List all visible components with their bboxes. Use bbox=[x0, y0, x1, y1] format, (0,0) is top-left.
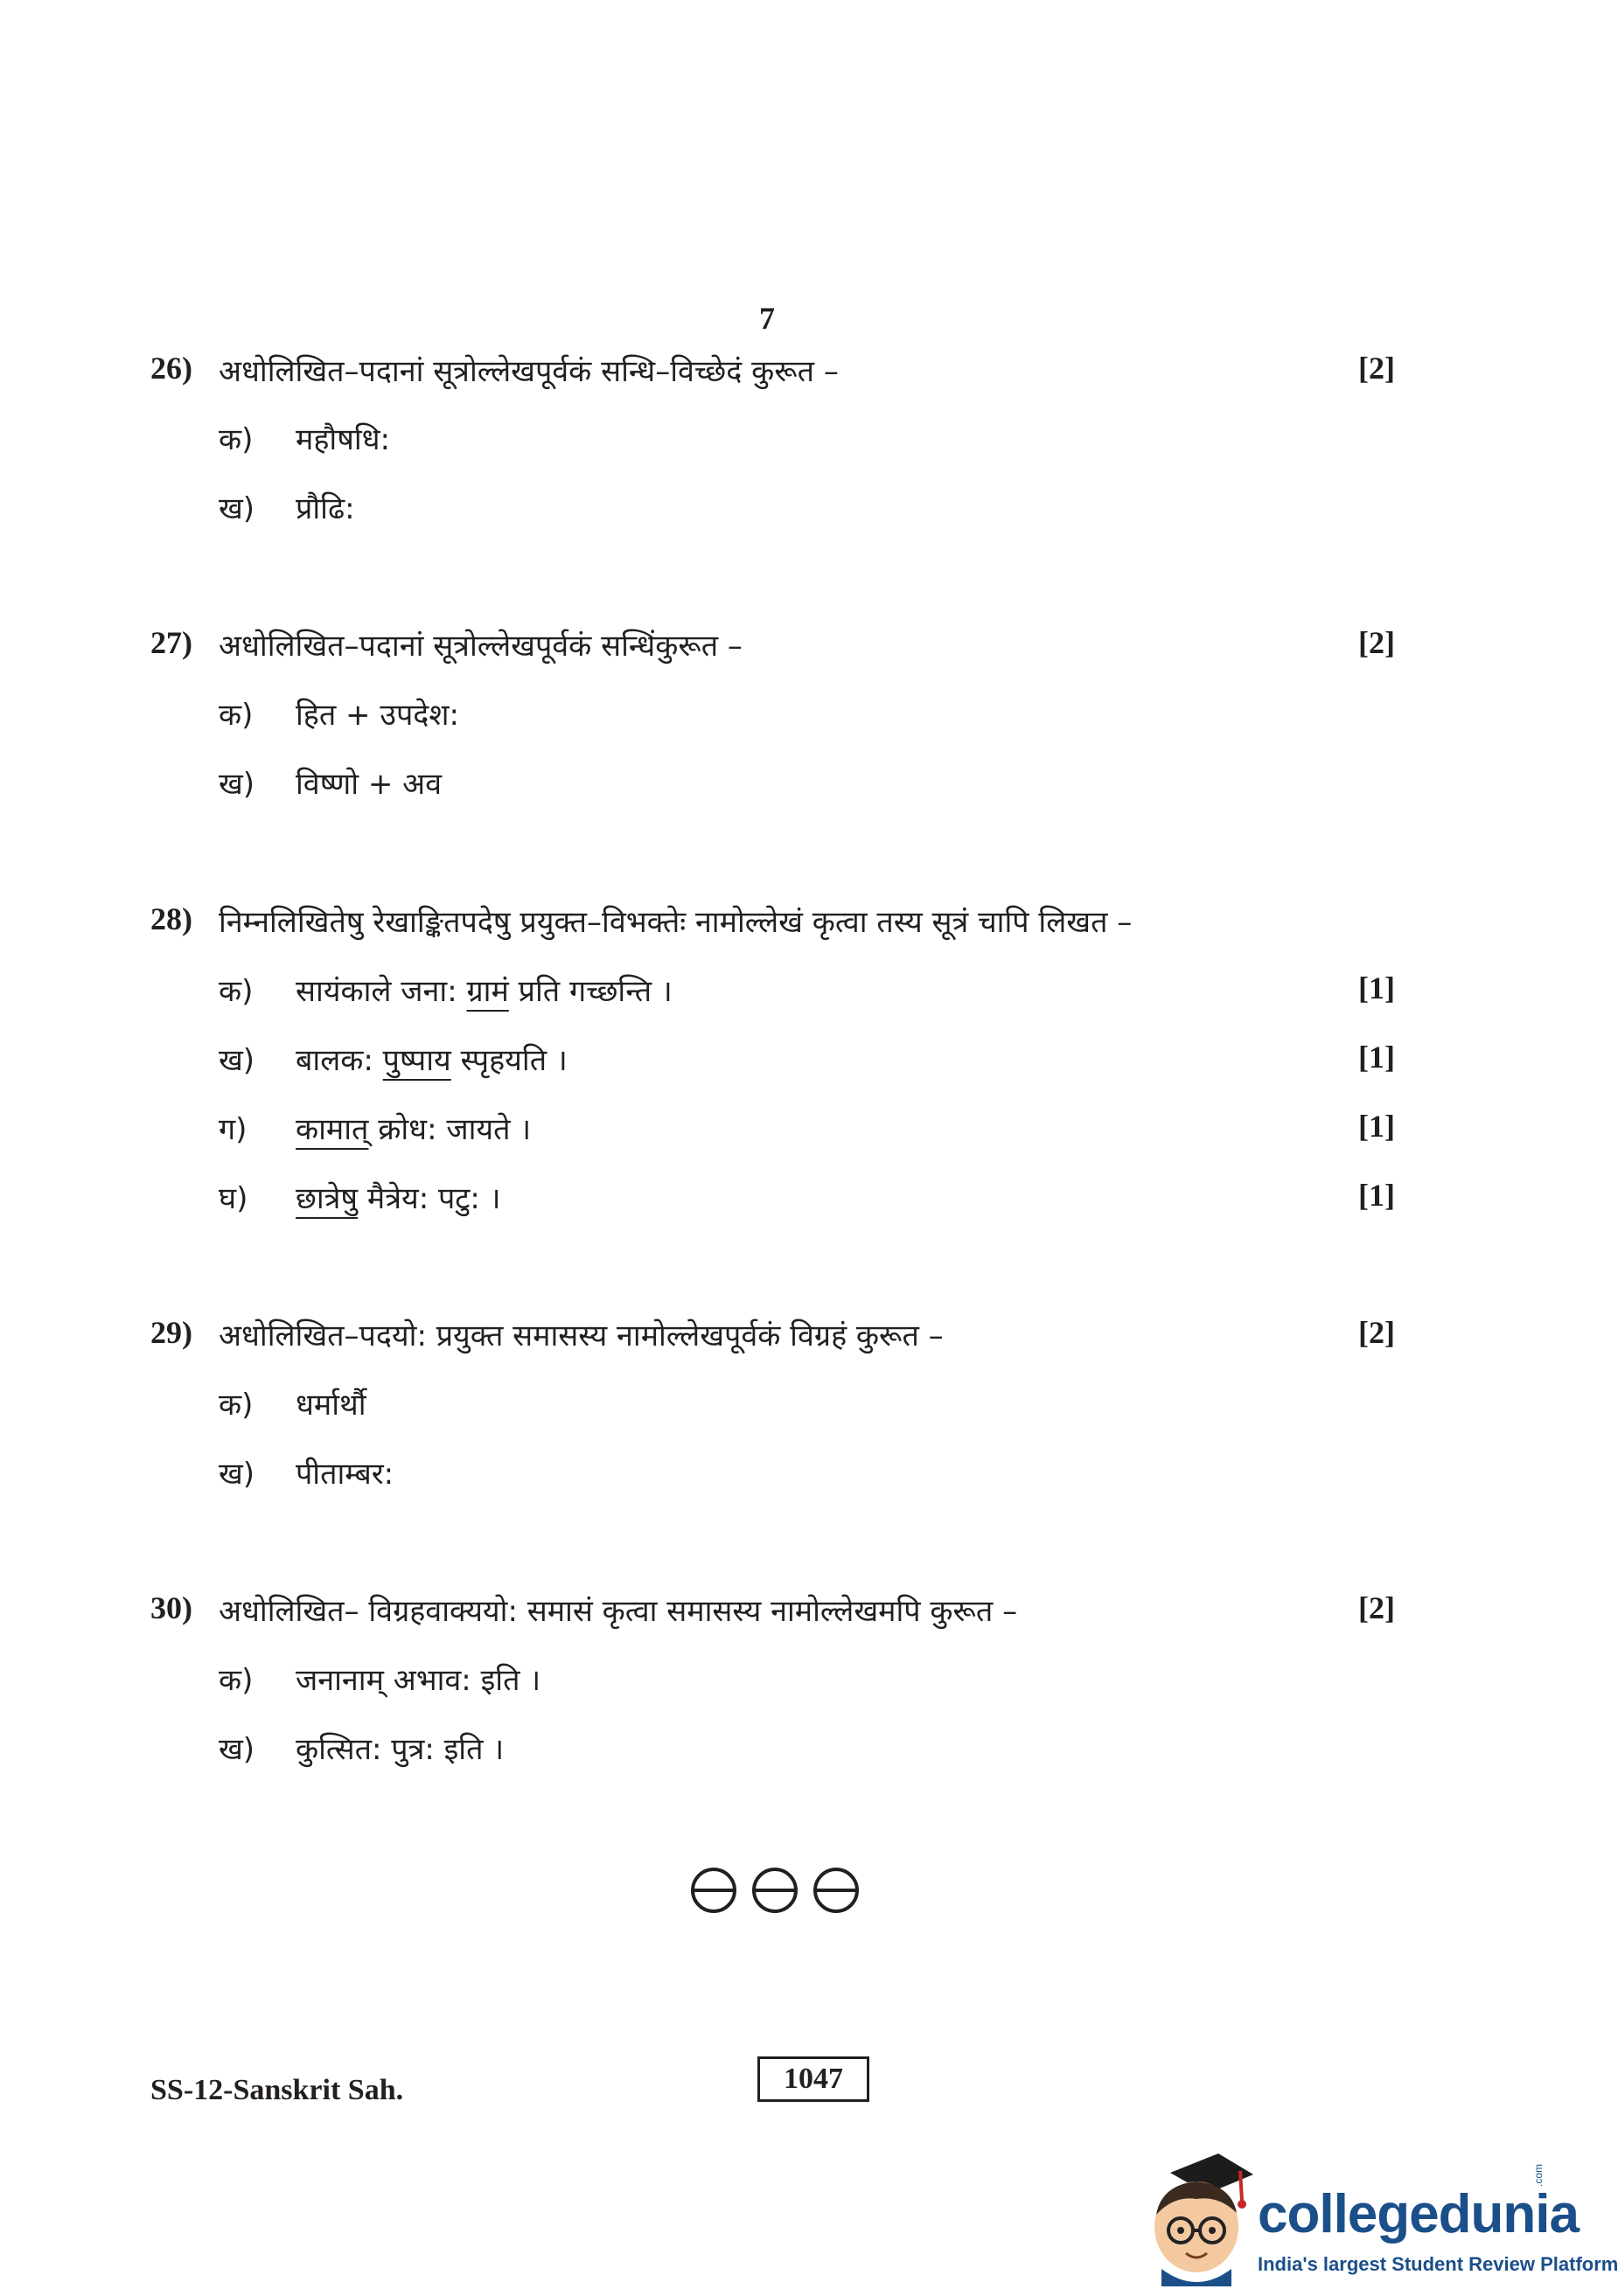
option-text: हित + उपदेश: bbox=[296, 698, 459, 733]
option-text-pre: सायंकाले जना: bbox=[296, 974, 467, 1009]
logo-suffix: .com bbox=[1532, 2163, 1545, 2187]
option-text-pre: बालक: bbox=[296, 1043, 383, 1078]
underlined-word: पुष्पाय bbox=[382, 1043, 451, 1078]
option-text bbox=[296, 1039, 568, 1079]
option-marks: [1] bbox=[1358, 1040, 1395, 1075]
question-text: अधोलिखित–पदानां सूत्रोल्लेखपूर्वकं सन्धि–विच्छेदं कुरूत – bbox=[219, 354, 839, 389]
question-text: निम्नलिखितेषु रेखाङ्कितपदेषु प्रयुक्त–विभक्तेः नामोल्लेखं कृत्वा तस्य सूत्रं चापि लिखत – bbox=[219, 905, 1133, 940]
student-mascot-icon bbox=[1135, 2146, 1258, 2286]
option-text-post: मैत्रेय: पटु: । bbox=[358, 1181, 501, 1216]
option-label: क) bbox=[219, 1388, 254, 1423]
question-marks: [2] bbox=[1358, 351, 1395, 386]
logo-wordmark: collegedunia bbox=[1258, 2184, 1579, 2244]
option-label: ख) bbox=[219, 1732, 255, 1767]
paper-code: SS-12-Sanskrit Sah. bbox=[150, 2074, 404, 2106]
option-text: विष्णो + अव bbox=[296, 767, 443, 802]
question-number: 28) bbox=[150, 901, 192, 936]
question-marks: [2] bbox=[1358, 625, 1395, 660]
question-number: 26) bbox=[150, 351, 192, 386]
question-marks: [2] bbox=[1358, 1315, 1395, 1350]
option-label: ख) bbox=[219, 767, 255, 802]
option-text: धर्मार्थौ bbox=[296, 1388, 366, 1423]
option-text: प्रौढि: bbox=[296, 491, 355, 526]
page-number: 7 bbox=[759, 301, 775, 336]
question-number: 30) bbox=[150, 1590, 192, 1625]
option-text-post: स्पृहयति । bbox=[450, 1043, 568, 1078]
option-text: महौषधि: bbox=[296, 422, 391, 457]
option-label: क) bbox=[219, 974, 254, 1009]
option-marks: [1] bbox=[1358, 1178, 1395, 1213]
option-label: ख) bbox=[219, 491, 255, 526]
underlined-word: कामात् bbox=[296, 1112, 369, 1147]
option-label: क) bbox=[219, 422, 254, 457]
option-label: क) bbox=[219, 698, 254, 733]
option-text: पीताम्बर: bbox=[296, 1457, 394, 1492]
question-number: 29) bbox=[150, 1315, 192, 1350]
collegedunia-logo bbox=[1135, 2146, 1618, 2286]
option-label: क) bbox=[219, 1663, 254, 1698]
option-label: ख) bbox=[219, 1457, 255, 1492]
end-of-paper-mark-icon bbox=[689, 1864, 864, 1920]
question-number: 27) bbox=[150, 625, 192, 660]
option-marks: [1] bbox=[1358, 1109, 1395, 1144]
option-marks: [1] bbox=[1358, 971, 1395, 1005]
option-label: ख) bbox=[219, 1043, 255, 1078]
question-text: अधोलिखित–पदानां सूत्रोल्लेखपूर्वकं सन्धिंकुरूत – bbox=[219, 629, 743, 664]
option-label: ग) bbox=[219, 1112, 248, 1147]
underlined-word: ग्रामं bbox=[466, 974, 509, 1009]
option-text: कुत्सित: पुत्र: इति । bbox=[296, 1732, 505, 1767]
option-text bbox=[296, 1108, 531, 1148]
question-marks: [2] bbox=[1358, 1590, 1395, 1625]
option-text-post: क्रोध: जायते । bbox=[368, 1112, 532, 1147]
option-text: जनानाम् अभाव: इति । bbox=[296, 1663, 541, 1698]
option-text-post: प्रति गच्छन्ति । bbox=[508, 974, 673, 1009]
question-text: अधोलिखित–पदयो: प्रयुक्त समासस्य नामोल्लेखपूर्वकं विग्रहं कुरूत – bbox=[219, 1318, 944, 1353]
option-label: घ) bbox=[219, 1181, 248, 1216]
option-text bbox=[296, 970, 673, 1010]
question-text: अधोलिखित– विग्रहवाक्ययो: समासं कृत्वा समासस्य नामोल्लेखमपि कुरूत – bbox=[219, 1594, 1018, 1629]
option-text bbox=[296, 1177, 501, 1217]
underlined-word: छात्रेषु bbox=[296, 1181, 359, 1216]
paper-number-box: 1047 bbox=[757, 2056, 869, 2102]
logo-tagline: India's largest Student Review Platform bbox=[1258, 2253, 1618, 2275]
